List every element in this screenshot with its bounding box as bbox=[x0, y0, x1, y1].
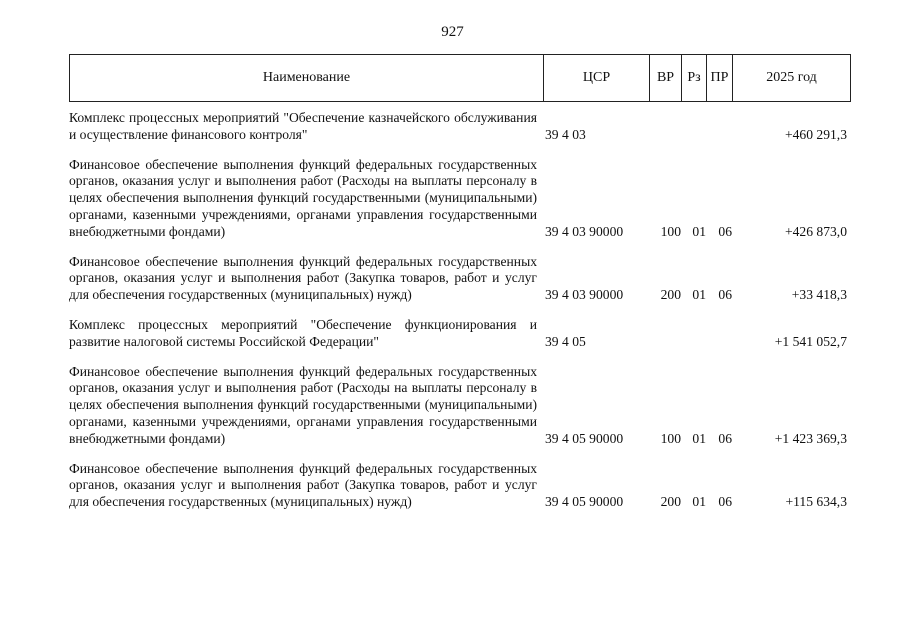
row-name: Комплекс процессных мероприятий "Обеспечение казначейского обслуживания и осуществление финансового контроля" bbox=[69, 110, 537, 142]
row-pr: 06 bbox=[718, 287, 732, 303]
row-pr: 06 bbox=[718, 494, 732, 510]
row-rz: 01 bbox=[692, 223, 706, 239]
row-vr: 100 bbox=[660, 430, 681, 446]
row-name: Финансовое обеспечение выполнения функций федеральных государственных органов, оказания услуг и выполнения работ (Расходы на выплаты персоналу в целях обеспечения выполнения функций государственными (муниципальными) органами, казенными учреждениями, органами управления государственными внебюджетными фондами) bbox=[69, 363, 537, 446]
row-amount: +426 873,0 bbox=[784, 223, 847, 239]
table-body bbox=[69, 110, 851, 524]
column-header-csr: ЦСР bbox=[544, 55, 650, 101]
row-amount: +1 541 052,7 bbox=[774, 333, 847, 349]
column-header-name: Наименование bbox=[70, 55, 544, 101]
table-row bbox=[69, 461, 851, 511]
row-rz: 01 bbox=[692, 494, 706, 510]
page-number: 927 bbox=[441, 24, 464, 40]
row-amount: +115 634,3 bbox=[785, 494, 847, 510]
table-row bbox=[69, 157, 851, 241]
row-vr: 200 bbox=[660, 494, 681, 510]
row-amount: +1 423 369,3 bbox=[774, 430, 847, 446]
row-vr: 200 bbox=[660, 287, 681, 303]
table-row bbox=[69, 254, 851, 304]
row-amount: +33 418,3 bbox=[791, 287, 847, 303]
row-csr: 39 4 03 bbox=[545, 126, 586, 142]
row-vr: 100 bbox=[660, 223, 681, 239]
column-header-rz: Рз bbox=[682, 55, 707, 101]
row-csr: 39 4 05 90000 bbox=[545, 430, 624, 446]
row-rz: 01 bbox=[692, 430, 706, 446]
column-header-vr: ВР bbox=[650, 55, 682, 101]
row-name: Финансовое обеспечение выполнения функций федеральных государственных органов, оказания услуг и выполнения работ (Расходы на выплаты персоналу в целях обеспечения выполнения функций государственными (муниципальными) органами, казенными учреждениями, органами управления государственными внебюджетными фондами) bbox=[69, 156, 537, 239]
table-row bbox=[69, 364, 851, 448]
table-row bbox=[69, 317, 851, 351]
row-csr: 39 4 05 bbox=[545, 333, 586, 349]
row-rz: 01 bbox=[692, 287, 706, 303]
column-header-pr: ПР bbox=[707, 55, 733, 101]
row-amount: +460 291,3 bbox=[784, 126, 847, 142]
column-header-year: 2025 год bbox=[766, 70, 817, 85]
row-pr: 06 bbox=[718, 430, 732, 446]
table-header bbox=[69, 54, 851, 102]
row-name: Финансовое обеспечение выполнения функций федеральных государственных органов, оказания услуг и выполнения работ (Закупка товаров, работ и услуг для обеспечения государственных (муниципальных) нужд) bbox=[69, 460, 537, 510]
row-csr: 39 4 03 90000 bbox=[545, 223, 624, 239]
row-csr: 39 4 05 90000 bbox=[545, 494, 624, 510]
row-name: Комплекс процессных мероприятий "Обеспечение функционирования и развитие налоговой системы Российской Федерации" bbox=[69, 316, 537, 349]
table-row bbox=[69, 110, 851, 144]
row-name: Финансовое обеспечение выполнения функций федеральных государственных органов, оказания услуг и выполнения работ (Закупка товаров, работ и услуг для обеспечения государственных (муниципальных) нужд) bbox=[69, 253, 537, 303]
row-pr: 06 bbox=[718, 223, 732, 239]
row-csr: 39 4 03 90000 bbox=[545, 287, 624, 303]
